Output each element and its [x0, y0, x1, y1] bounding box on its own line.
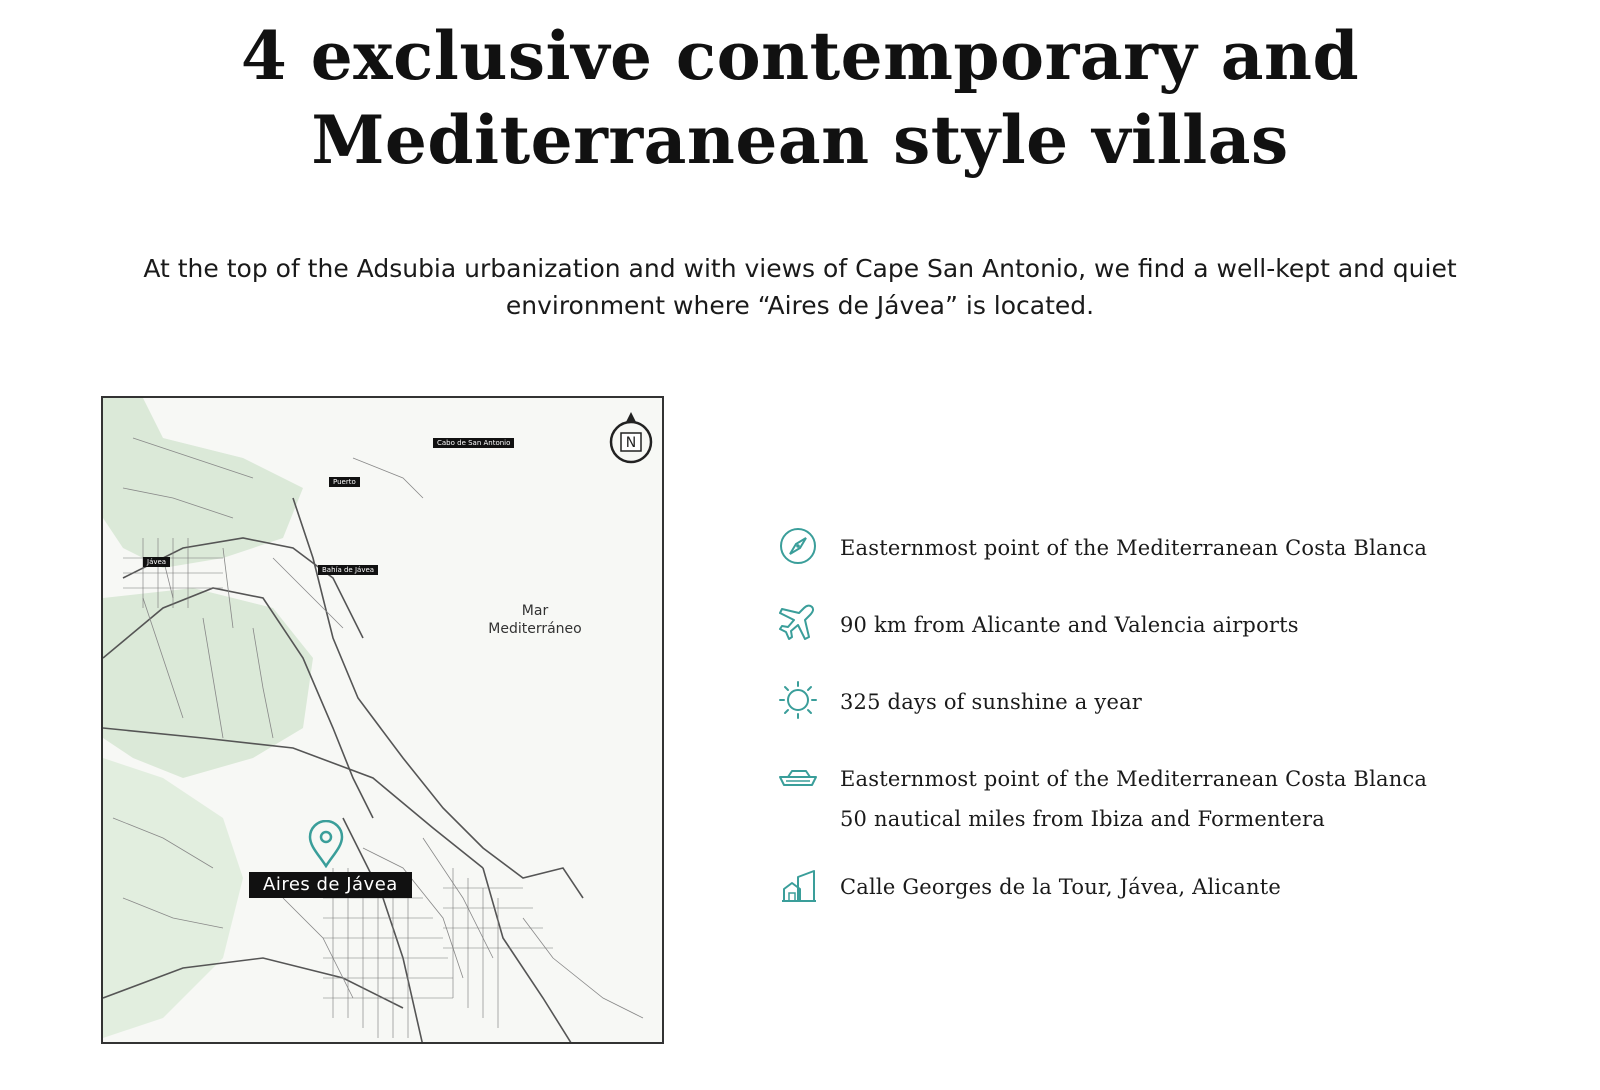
compass-letter: N	[625, 435, 637, 451]
map-label-javea: Jávea	[143, 557, 170, 567]
boat-icon	[778, 757, 818, 797]
feature-text: Calle Georges de la Tour, Jávea, Alicante	[840, 875, 1281, 899]
location-pin-icon	[308, 820, 344, 868]
feature-text: 325 days of sunshine a year	[840, 690, 1143, 714]
map-label-bahia: Bahía de Jávea	[318, 565, 378, 575]
location-map	[101, 396, 664, 1044]
feature-text: 90 km from Alicante and Valencia airports	[840, 613, 1299, 637]
sea-label-line-2: Mediterráneo	[488, 621, 582, 637]
page-title	[0, 14, 1600, 182]
sea-label	[475, 602, 595, 638]
map-roads	[103, 398, 664, 1044]
feature-text: 50 nautical miles from Ibiza and Formentera	[840, 807, 1325, 831]
place-label: Aires de Jávea	[249, 872, 412, 898]
sun-icon	[778, 680, 818, 720]
page-title-line-2: Mediterranean style villas	[311, 101, 1289, 179]
feature-text: Easternmost point of the Mediterranean Costa Blanca	[840, 536, 1428, 560]
feature-text: Easternmost point of the Mediterranean Costa Blanca	[840, 767, 1428, 791]
airplane-icon	[778, 603, 818, 643]
sea-label-line-1: Mar	[521, 603, 549, 619]
north-compass-icon	[607, 410, 655, 470]
map-label-cabo: Cabo de San Antonio	[433, 438, 514, 448]
building-icon	[778, 865, 818, 905]
compass-icon	[778, 526, 818, 566]
map-label-puerto: Puerto	[329, 477, 360, 487]
intro-paragraph: At the top of the Adsubia urbanization and with views of Cape San Antonio, we find a well-kept and quiet environment where “Aires de Jávea” is located.	[143, 254, 1457, 320]
page-title-line-1: 4 exclusive contemporary and	[240, 17, 1360, 95]
